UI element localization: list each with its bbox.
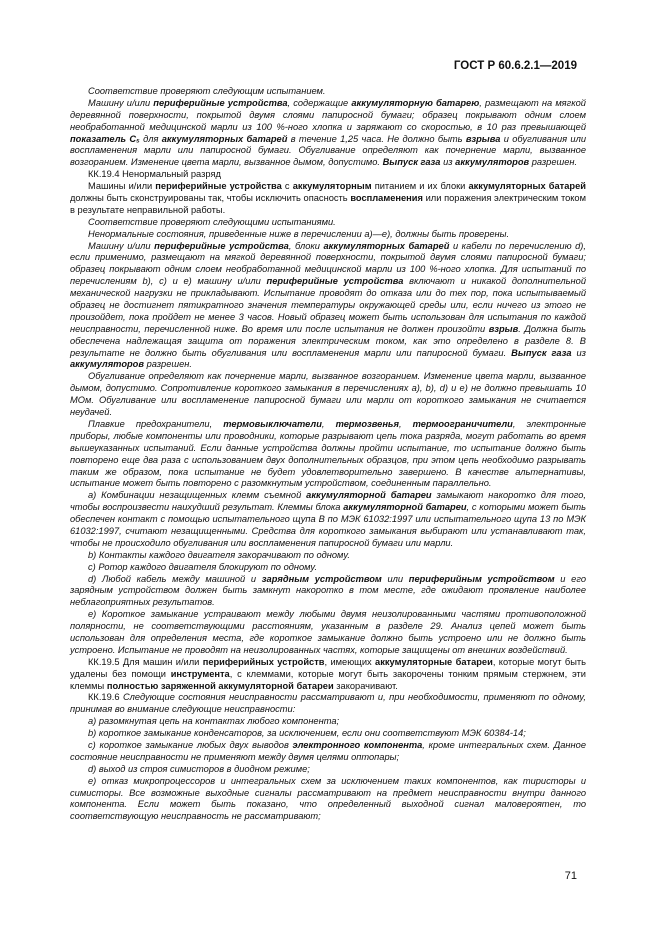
bold-term: зарядным устройством [261,573,382,584]
bold-term: взрыва [465,133,501,144]
bold-term: периферийные устройства [153,97,288,108]
bold-term: периферийные устройства [155,181,282,192]
bold-term: взрыв [488,323,519,334]
paragraph [70,229,586,241]
paragraph [70,562,586,574]
text-run: замыкают накоротко для того, чтобы воспроизвести наихудший результат. Клеммы блока [70,490,586,513]
paragraph [70,657,586,693]
text-run: разрешен. [143,359,192,370]
paragraph [70,609,586,657]
paragraph [70,740,586,764]
paragraph [70,371,586,419]
text-run: , имеющих [324,656,376,667]
text-run: , [398,418,413,429]
text-run: , размещают на мягкой деревянной поверхности, покрытой двумя слоями папиросной бумаги; образец покрывают одним слоем необработанной медицинской марли из 100 %-ного хлопка и заряжают со скоростью, в 10 раз превышающей [70,97,586,132]
bold-term: аккумуляторной батареи [306,490,432,501]
bold-term: инструмента [170,668,230,679]
page-number: 71 [564,870,577,882]
text-run: b) короткое замыкание конденсаторов, за исключением, если они соответствуют МЭК 60384-14; [88,728,526,739]
bold-term: электронного компонента [292,739,423,750]
text-run: закорачивают. [333,680,398,691]
text-run: , которые могут быть удалены без помощи [70,656,586,679]
bold-term: аккумуляторных батарей [468,181,586,192]
bold-term: аккумуляторов [455,157,530,168]
text-run: и обугливания или воспламенения марли или папиросной бумаги. Обугливание определяют как почернение марли, вызванное возгоранием. Изменение цвета марли, вызванное дымом, допустимо. [70,133,586,168]
paragraph [70,716,586,728]
text-run: Плавкие предохранители, [88,418,224,429]
text-run: питанием и их блоки [371,181,469,192]
text-run: и кабели по перечислению d), если применимо, размещают на мягкой деревянной поверхности, покрытой двумя слоями папиросной бумаги; образец покрывают одним слоем необработанной медицинской марли из 100 %-ного хлопка. Для испытаний по перечислениям b), с) и е) машину и/или [70,240,586,287]
bold-term: периферийные устройства [154,240,289,251]
document-body [70,86,586,823]
text-run: c) Ротор каждого двигателя блокируют по одному. [88,561,318,572]
text-run: а) разомкнутая цепь на контактах любого компонента; [88,716,340,727]
paragraph [70,550,586,562]
paragraph [70,728,586,740]
paragraph [70,241,586,372]
bold-term: аккумуляторной батареи [343,502,467,513]
text-run: с) короткое замыкание любых двух выводов [88,739,293,750]
text-run: или поражения электрическим током в результате неправильной работы. [70,193,586,215]
bold-term: аккумуляторов [70,359,144,370]
text-run: , электронные приборы, любые компоненты или проводники, которые разрывают цепь тока разряда, могут работать во время вышеуказанных испытаний. Если данные устройства должны пройти испытание, то испытание должно быть повторено еще два раза с использованием двух дополнительных образцов, при этом цепь необходимо разрывать таким же образом, пока испытание не будет удовлетворительно завершено. В качестве альтернативы, испытание может быть повторено с разомкнутым устройством, соединенным параллельно. [70,418,586,489]
text-run: b) Контакты каждого двигателя закорачивают по одному. [88,549,350,560]
text-run: Ненормальные состояния, приведенные ниже в перечислении а)—е), должны быть проверены. [88,228,510,239]
text-run: Машину и/или [88,240,155,251]
text-run: а) Комбинации незащищенных клемм съемной [88,490,307,501]
paragraph [70,776,586,824]
text-run: , кроме интегральных схем. Данное состояние неисправности не применяют между двумя целями оптопары; [70,739,586,762]
bold-term: аккумуляторных батарей [161,133,288,144]
text-run: Обугливание определяют как почернение марли, вызванное возгоранием. Изменение цвета марли, вызванное дымом, допустимо. Сопротивление короткого замыкания в перечислениях а), b), d) и е) не должно превышать 10 МОм. Обугливание или воспламенение папиросной бумаги или марли от короткого замыкания не считается неудачей. [70,371,586,418]
paragraph [70,764,586,776]
paragraph [70,490,586,549]
bold-term: термозвенья [335,418,399,429]
text-run: , [321,418,336,429]
text-run: КК.19.5 Для машин и/или [88,656,203,667]
paragraph [70,692,586,716]
paragraph [70,574,586,610]
text-run: d) выход из строя симисторов в диодном режиме; [88,763,310,774]
bold-term: периферийным устройством [408,573,555,584]
bold-term: аккумуляторных батарей [323,240,450,251]
bold-term: полностью заряженной аккумуляторной батареи [106,680,334,691]
text-run: КК.19.4 Ненормальный разряд [88,169,221,180]
paragraph [70,419,586,490]
text-run: . Должна быть обеспечена надлежащая защита от поражения электрическим током, как это определено в разделе 8. В результате не должно быть обугливания или воспламенения марли или папиросной бумаги. [70,323,586,358]
bold-term: воспламенения [350,193,423,204]
text-run: должны быть сконструированы так, чтобы исключить опасность [70,193,351,204]
text-run: из [571,347,586,358]
bold-term: термовыключатели [223,418,322,429]
text-run: Соответствие проверяют следующими испытаниями. [88,216,336,227]
text-run: включают и никакой дополнительной механической нагрузки не прикладывают. Испытание проводят до отказа или до тех пор, пока испытываемый образец не достигнет пятикратного значения температуры окружающей среды или, если ничего из этого не произойдет, пока пройдет не менее 3 часов. Новый образец может быть использован для испытания по каждой неисправности, перечисленной ниже. Во время или после испытания не должен произойти [70,276,586,334]
paragraph [70,86,586,98]
text-run: из [440,157,456,168]
bold-term: Выпуск газа [511,347,572,358]
paragraph [70,98,586,169]
paragraph [70,169,586,181]
text-run: d) Любой кабель между машиной и [88,573,262,584]
bold-term: периферийные устройства [266,276,404,287]
text-run: разрешен. [529,157,578,168]
paragraph [70,217,586,229]
bold-term: аккумуляторные батареи [375,656,493,667]
text-run: Соответствие проверяют следующим испытанием. [88,86,326,96]
text-run: с [281,181,293,192]
bold-term: показатель C₅ [70,133,140,144]
bold-term: Выпуск газа [382,157,441,168]
text-run: в течение 1,25 часа. Не должно быть [287,133,466,144]
text-run: Следующие состояния неисправности рассматривают и, при необходимости, применяют по одному, принимая во внимание следующие неисправности: [70,692,586,715]
bold-term: периферийных устройств [202,656,325,667]
text-run: е) Короткое замыкание устраивают между любыми двумя неизолированными частями противоположной полярности, не соответствующими расстояниям, указанным в разделе 29. Анализ цепей может быть использован для определения места, где короткое замыкание должно быть устроено или не должно быть устроено. Испытание не проводят на неизолированных частях, которые защищены от внешних воздействий. [70,609,586,655]
text-run: и его зарядным устройством должен быть замкнут накоротко в том месте, где ожидают проявление наиболее неблагоприятных результатов. [70,573,586,608]
bold-term: термоограничители [412,418,513,429]
text-run: Машины и/или [88,181,156,192]
text-run: , блоки [288,240,324,251]
text-run: КК.19.6 [88,692,123,703]
bold-term: аккумуляторную батарею [351,97,480,108]
text-run: для [139,133,162,144]
paragraph [70,181,586,217]
text-run: , с клеммами, которые могут быть закорочены тонким прямым стержнем, эти клеммы [70,668,586,691]
text-run: , содержащие [287,97,352,108]
text-run: , с которыми может быть обеспечен контакт с помощью испытательного щупа B по МЭК 61032:1997 или испытательного щупа 13 по МЭК 61032:1997, считают незащищенными. Средства для короткого замыкания выбирают или устанавливают так, чтобы не происходило обугливания или воспламенения папиросной бумаги или марли. [70,502,586,548]
document-header: ГОСТ Р 60.6.2.1—2019 [453,60,577,72]
bold-term: аккумуляторным [292,181,372,192]
text-run: Машину и/или [88,97,154,108]
text-run: или [381,573,409,584]
text-run: е) отказ микропроцессоров и интегральных схем за исключением таких компонентов, как тиристоры и симисторы. Все возможные выходные сигналы рассматривают на предмет неисправности внутри данного компонента. Если может быть показано, что определенный выходной сигнал маловероятен, то соответствующую неисправность не рассматривают; [70,775,586,822]
